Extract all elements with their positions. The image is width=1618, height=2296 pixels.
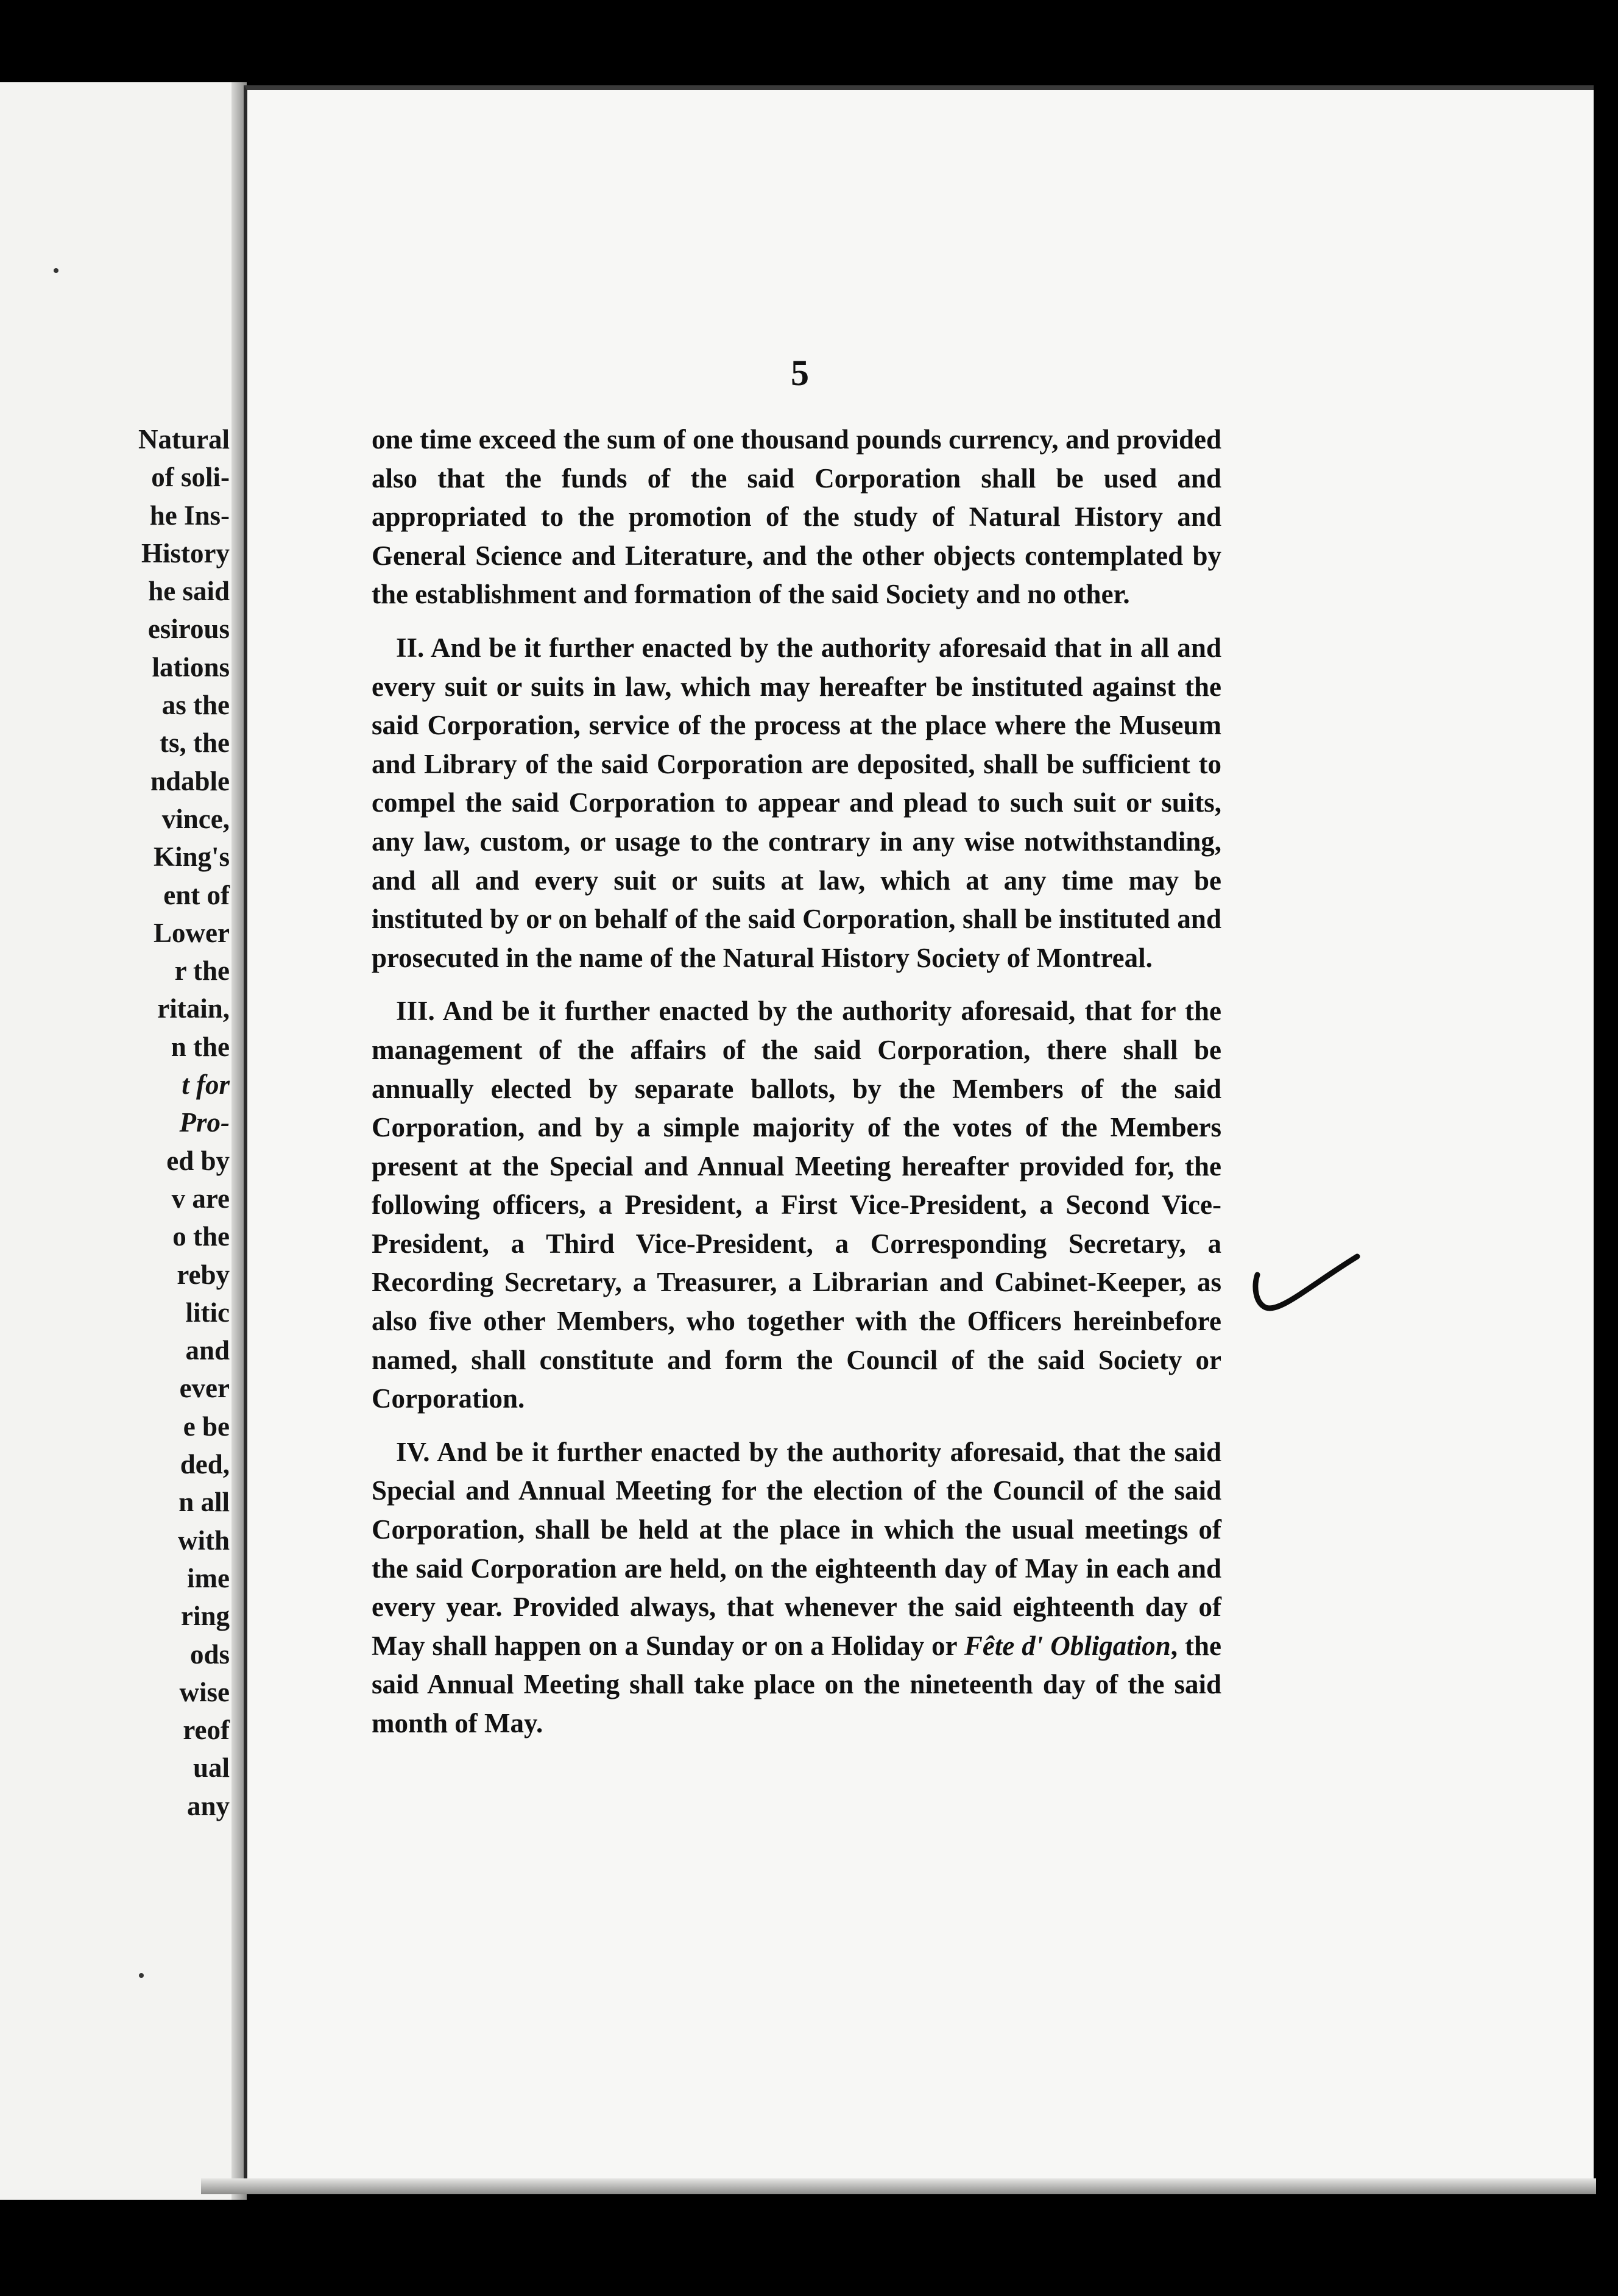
left-page-text-fragments <box>138 420 230 1825</box>
left-page-line: wise <box>179 1676 230 1707</box>
left-page-line: Natural <box>138 424 230 455</box>
left-page-line: t for <box>182 1069 230 1100</box>
left-page-line: ded, <box>180 1449 230 1480</box>
left-page-line: v are <box>171 1183 230 1214</box>
left-page-line: n all <box>178 1487 230 1518</box>
left-page-line: ts, the <box>160 728 230 759</box>
left-page-line: ring <box>180 1601 230 1632</box>
left-page-line: any <box>186 1790 230 1821</box>
left-page-line: ever <box>179 1373 230 1404</box>
checkmark-icon <box>1249 1249 1365 1322</box>
left-page-line: ed by <box>166 1145 230 1176</box>
section-4-italic-term: Fête d' Obligation <box>964 1630 1171 1661</box>
left-page-line: ods <box>189 1639 230 1670</box>
left-page-line: Lower <box>154 917 230 948</box>
left-page-line: King's <box>153 842 230 873</box>
left-page-line: he Ins- <box>149 500 230 531</box>
left-page-line: ndable <box>150 765 230 796</box>
left-page-line: ent of <box>163 879 230 910</box>
left-page-line: Pro- <box>179 1107 230 1138</box>
left-page-line: History <box>141 537 230 569</box>
paragraph-continuation: one time exceed the sum of one thousand pounds currency, and provided also that the funds of the said Corporation shall be used and appropriated to the promotion of the study of Natural History and General Science and Literature, and the other objects contemplated by the establishment and formation of the said Society and no other. <box>372 424 1221 610</box>
left-page-line: with <box>177 1525 230 1556</box>
left-page-line: ime <box>187 1562 230 1593</box>
page-number: 5 <box>791 353 809 393</box>
ink-speck <box>139 1973 144 1978</box>
left-page-line: r the <box>174 955 230 987</box>
paragraph-section-4 <box>372 1433 1221 1743</box>
left-page-line: of soli- <box>151 462 230 493</box>
page-bottom-edge <box>201 2178 1596 2194</box>
paragraph-section-3: III. And be it further enacted by the authority aforesaid, that for the management of the affairs of the said Corporation, there shall be annually elected by separate ballots, by the Members of the said Corporation, and by a simple majority of the votes of the Members present at the Special and Annual Meeting hereafter provided for, the following officers, a President, a First Vice-President, a Second Vice-President, a Third Vice-President, a Corresponding Secretary, a Recording Secretary, a Treasurer, a Librarian and Cabinet-Keeper, as also five other Members, who together with the Officers hereinbefore named, shall constitute and form the Council of the said Society or Corporation. <box>372 996 1221 1414</box>
left-page-line: ual <box>193 1752 230 1784</box>
left-page-line: n the <box>171 1031 230 1062</box>
paragraph-section-2: II. And be it further enacted by the authority aforesaid that in all and every suit or suits in law, which may hereafter be instituted against the said Corporation, service of the process at the place where the Museum and Library of the said Corporation are deposited, shall be sufficient to compel the said Corporation to appear and plead to such suit or suits, any law, custom, or usage to the contrary in any wise notwithstanding, and all and every suit or suits at law, which at any time may be instituted by or on behalf of the said Corporation, shall be instituted and prosecuted in the name of the Natural History Society of Montreal. <box>372 632 1221 973</box>
left-page-line: esirous <box>147 614 230 645</box>
left-page-line: litic <box>185 1297 230 1328</box>
left-page-line: and <box>185 1335 230 1366</box>
page-body <box>372 420 1221 1743</box>
left-page-line: he said <box>148 576 230 607</box>
left-page-line: vince, <box>161 803 230 834</box>
ink-speck <box>54 268 58 273</box>
left-page-line: o the <box>172 1221 230 1252</box>
section-4-text: IV. And be it further enacted by the authority aforesaid, that the said Special and Annual Meeting for the election of the Council of the said Corporation, shall be held at the place in which the usual meetings of the said Corporation are held, on the eighteenth day of May in each and every year. Provided always, that whenever the said eighteenth day of May shall happen on a Sunday or on a Holiday or <box>372 1436 1221 1661</box>
left-page-line: lations <box>152 651 230 682</box>
left-page-line: reby <box>177 1259 230 1290</box>
left-facing-page <box>0 82 241 2200</box>
left-page-line: e be <box>183 1411 230 1442</box>
left-page-line: reof <box>183 1715 230 1746</box>
section-4-text-end: , the said Annual Meeting shall take place on the nineteenth day of the said month of May. <box>372 1630 1221 1738</box>
left-page-line: ritain, <box>157 993 230 1024</box>
left-page-line: as the <box>161 690 230 721</box>
